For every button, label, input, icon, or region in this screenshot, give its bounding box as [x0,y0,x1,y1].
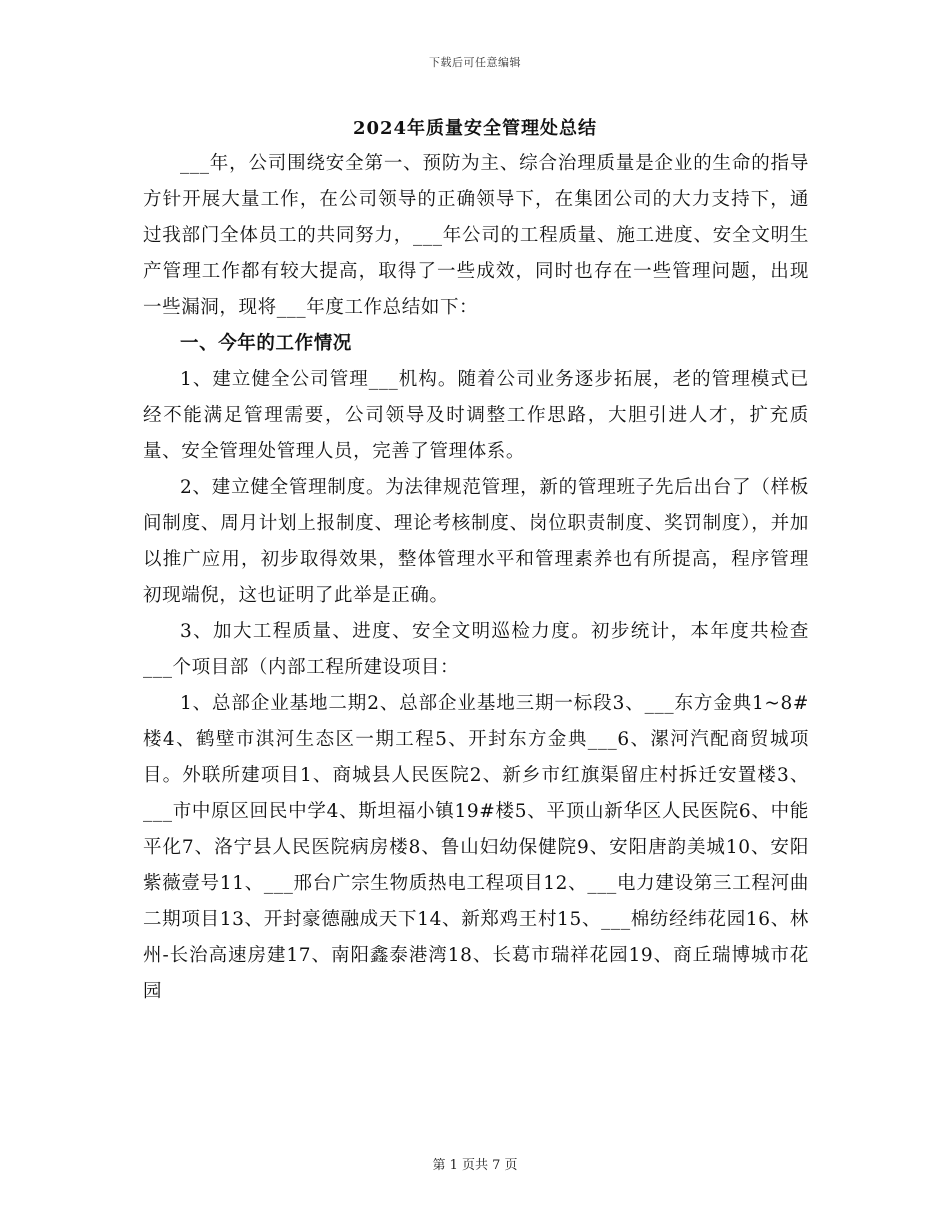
paragraph-regulations: 2、建立健全管理制度。为法律规范管理，新的管理班子先后出台了（样板间制度、周月计划上报制度、理论考核制度、岗位职责制度、奖罚制度），并加以推广应用，初步取得效果，整体管理水平和管理素养也有所提高，程序管理初现端倪，这也证明了此举是正确。 [143,477,809,606]
document-body [143,146,809,1010]
paragraph-inspection: 3、加大工程质量、进度、安全文明巡检力度。初步统计，本年度共检查___个项目部（内部工程所建设项目： [143,621,809,678]
header-note: 下载后可任意编辑 [429,56,521,69]
page-title: 2024年质量安全管理处总结 [352,118,598,139]
intro-paragraph: ___年，公司围绕安全第一、预防为主、综合治理质量是企业的生命的指导方针开展大量工作，在公司领导的正确领导下，在集团公司的大力支持下，通过我部门全体员工的共同努力，___年公司的工程质量、施工进度、安全文明生产管理工作都有较大提高，取得了一些成效，同时也存在一些管理问题，出现一些漏洞，现将___年度工作总结如下： [143,153,809,318]
page-number: 第 1 页共 7 页 [432,1158,518,1173]
paragraph-organization: 1、建立健全公司管理___机构。随着公司业务逐步拓展，老的管理模式已经不能满足管理需要，公司领导及时调整工作思路，大胆引进人才，扩充质量、安全管理处管理人员，完善了管理体系。 [143,369,809,462]
paragraph-project-list: 1、总部企业基地二期2、总部企业基地三期一标段3、___东方金典1~8#楼4、鹤壁市淇河生态区一期工程5、开封东方金典___6、漯河汽配商贸城项目。外联所建项目1、商城县人民医院2、新乡市红旗渠留庄村拆迁安置楼3、___市中原区回民中学4、斯坦福小镇19#楼5、平顶山新华区人民医院6、中能平化7、洛宁县人民医院病房楼8、鲁山妇幼保健院9、安阳唐韵美城10、安阳紫薇壹号11、___邢台广宗生物质热电工程项目12、___电力建设第三工程河曲二期项目13、开封豪德融成天下14、新郑鸡王村15、___棉纺经纬花园16、林州-长治高速房建17、南阳鑫泰港湾18、长葛市瑞祥花园19、商丘瑞博城市花园 [143,693,809,1002]
section-heading: 一、今年的工作情况 [180,333,352,354]
